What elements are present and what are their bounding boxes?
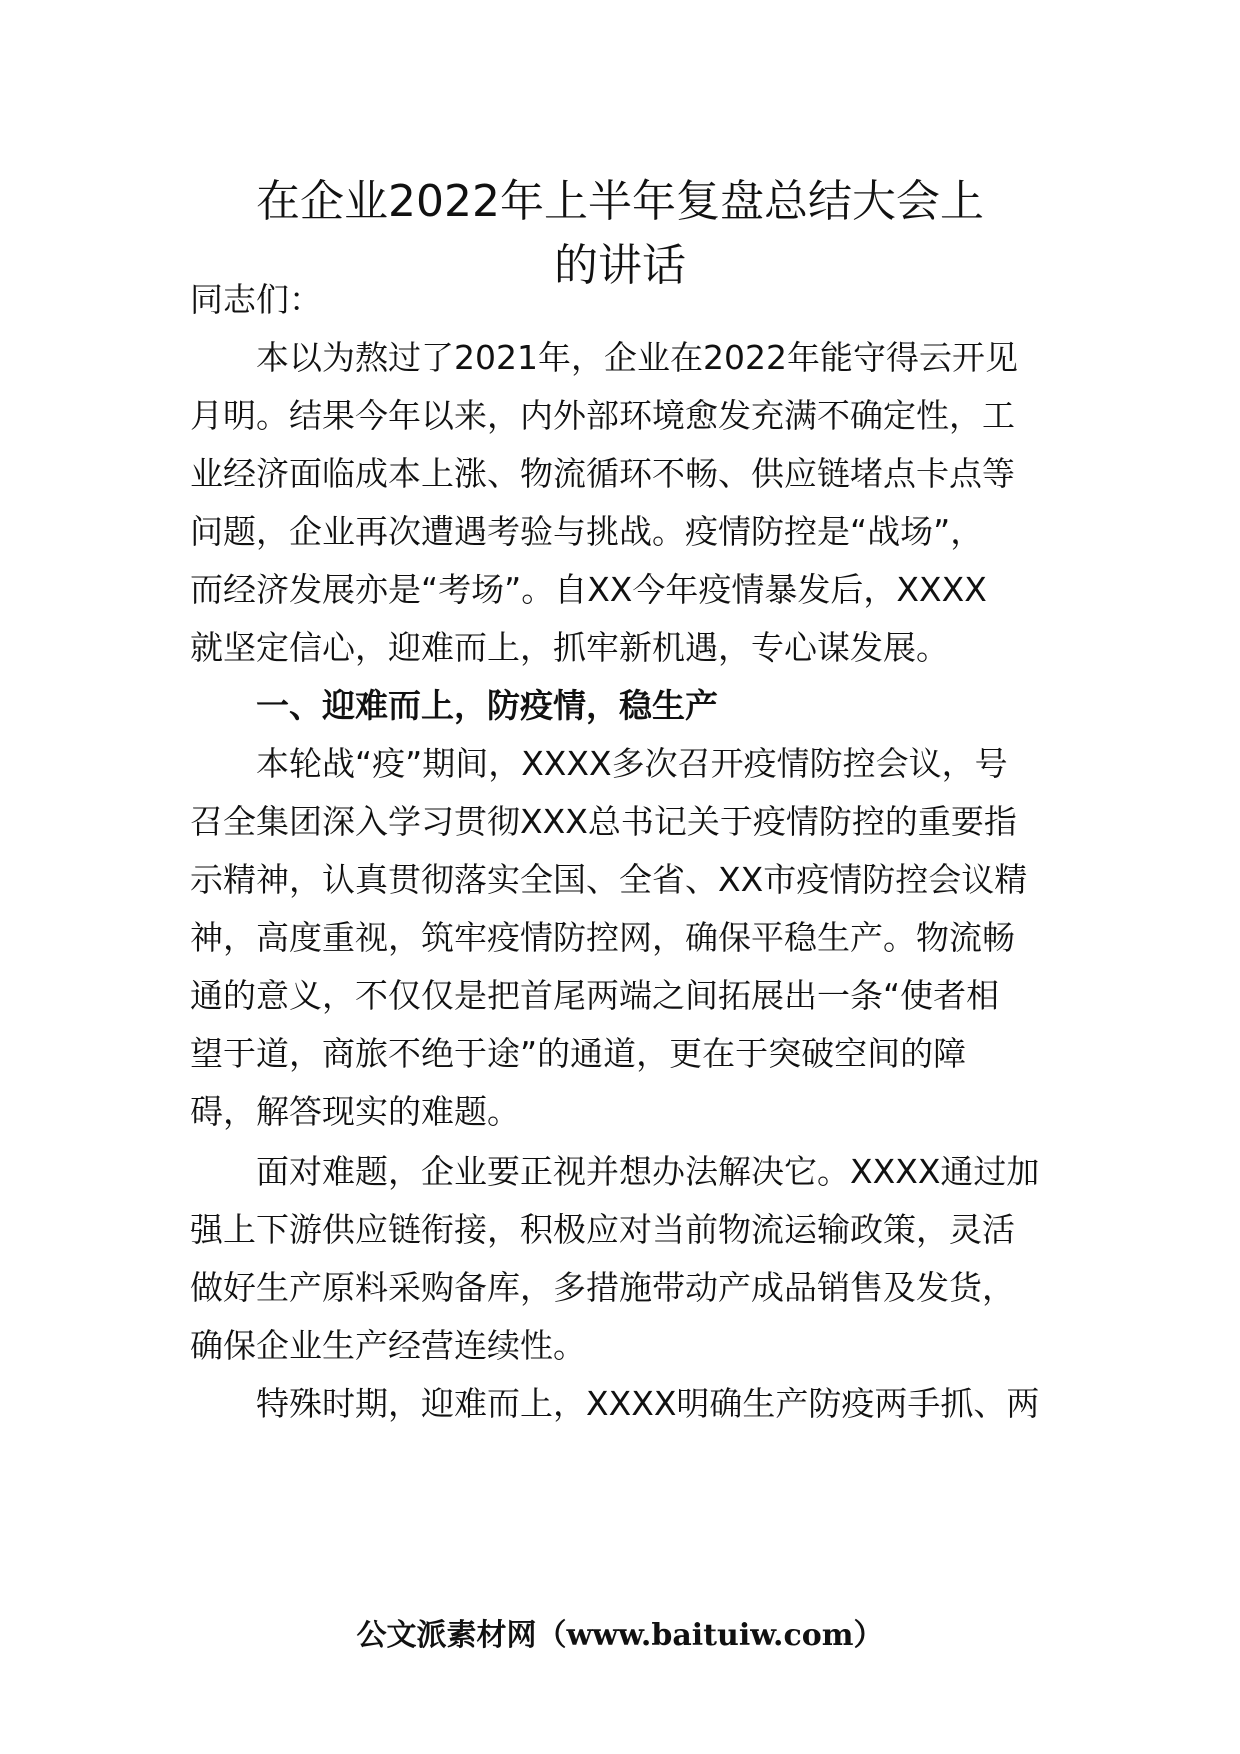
body-line: 而经济发展亦是“考场”。自XX今年疫情暴发后，XXXX (190, 570, 987, 609)
document-title-line-2: 的讲话 (554, 240, 686, 291)
section-heading: 一、迎难而上，防疫情，稳生产 (256, 686, 718, 725)
footer-watermark: 公文派素材网（www.baituiw.com） (356, 1618, 884, 1653)
body-line: 就坚定信心，迎难而上，抓牢新机遇，专心谋发展。 (190, 628, 949, 667)
body-line: 通的意义，不仅仅是把首尾两端之间拓展出一条“使者相 (190, 976, 1000, 1015)
body-line: 本轮战“疫”期间，XXXX多次召开疫情防控会议，号 (256, 744, 1008, 783)
body-line: 本以为熬过了2021年，企业在2022年能守得云开见 (256, 338, 1018, 377)
body-line: 示精神，认真贯彻落实全国、全省、XX市疫情防控会议精 (190, 860, 1028, 899)
body-line: 问题，企业再次遭遇考验与挑战。疫情防控是“战场”， (190, 512, 984, 551)
body-line: 碍，解答现实的难题。 (190, 1092, 520, 1131)
salutation: 同志们： (190, 280, 322, 319)
body-line: 召全集团深入学习贯彻XXX总书记关于疫情防控的重要指 (190, 802, 1017, 841)
body-line: 强上下游供应链衔接，积极应对当前物流运输政策，灵活 (190, 1210, 1015, 1249)
body-line: 做好生产原料采购备库，多措施带动产成品销售及发货， (190, 1268, 1015, 1307)
body-line: 面对难题，企业要正视并想办法解决它。XXXX通过加 (256, 1152, 1040, 1191)
body-line: 特殊时期，迎难而上，XXXX明确生产防疫两手抓、两 (256, 1384, 1040, 1423)
body-line: 确保企业生产经营连续性。 (190, 1326, 586, 1365)
body-line: 业经济面临成本上涨、物流循环不畅、供应链堵点卡点等 (190, 454, 1015, 493)
body-line: 月明。结果今年以来，内外部环境愈发充满不确定性，工 (190, 396, 1015, 435)
document-title-line-1: 在企业2022年上半年复盘总结大会上 (256, 176, 984, 227)
body-line: 神，高度重视，筑牢疫情防控网，确保平稳生产。物流畅 (190, 918, 1015, 957)
body-line: 望于道，商旅不绝于途”的通道，更在于突破空间的障 (190, 1034, 967, 1073)
